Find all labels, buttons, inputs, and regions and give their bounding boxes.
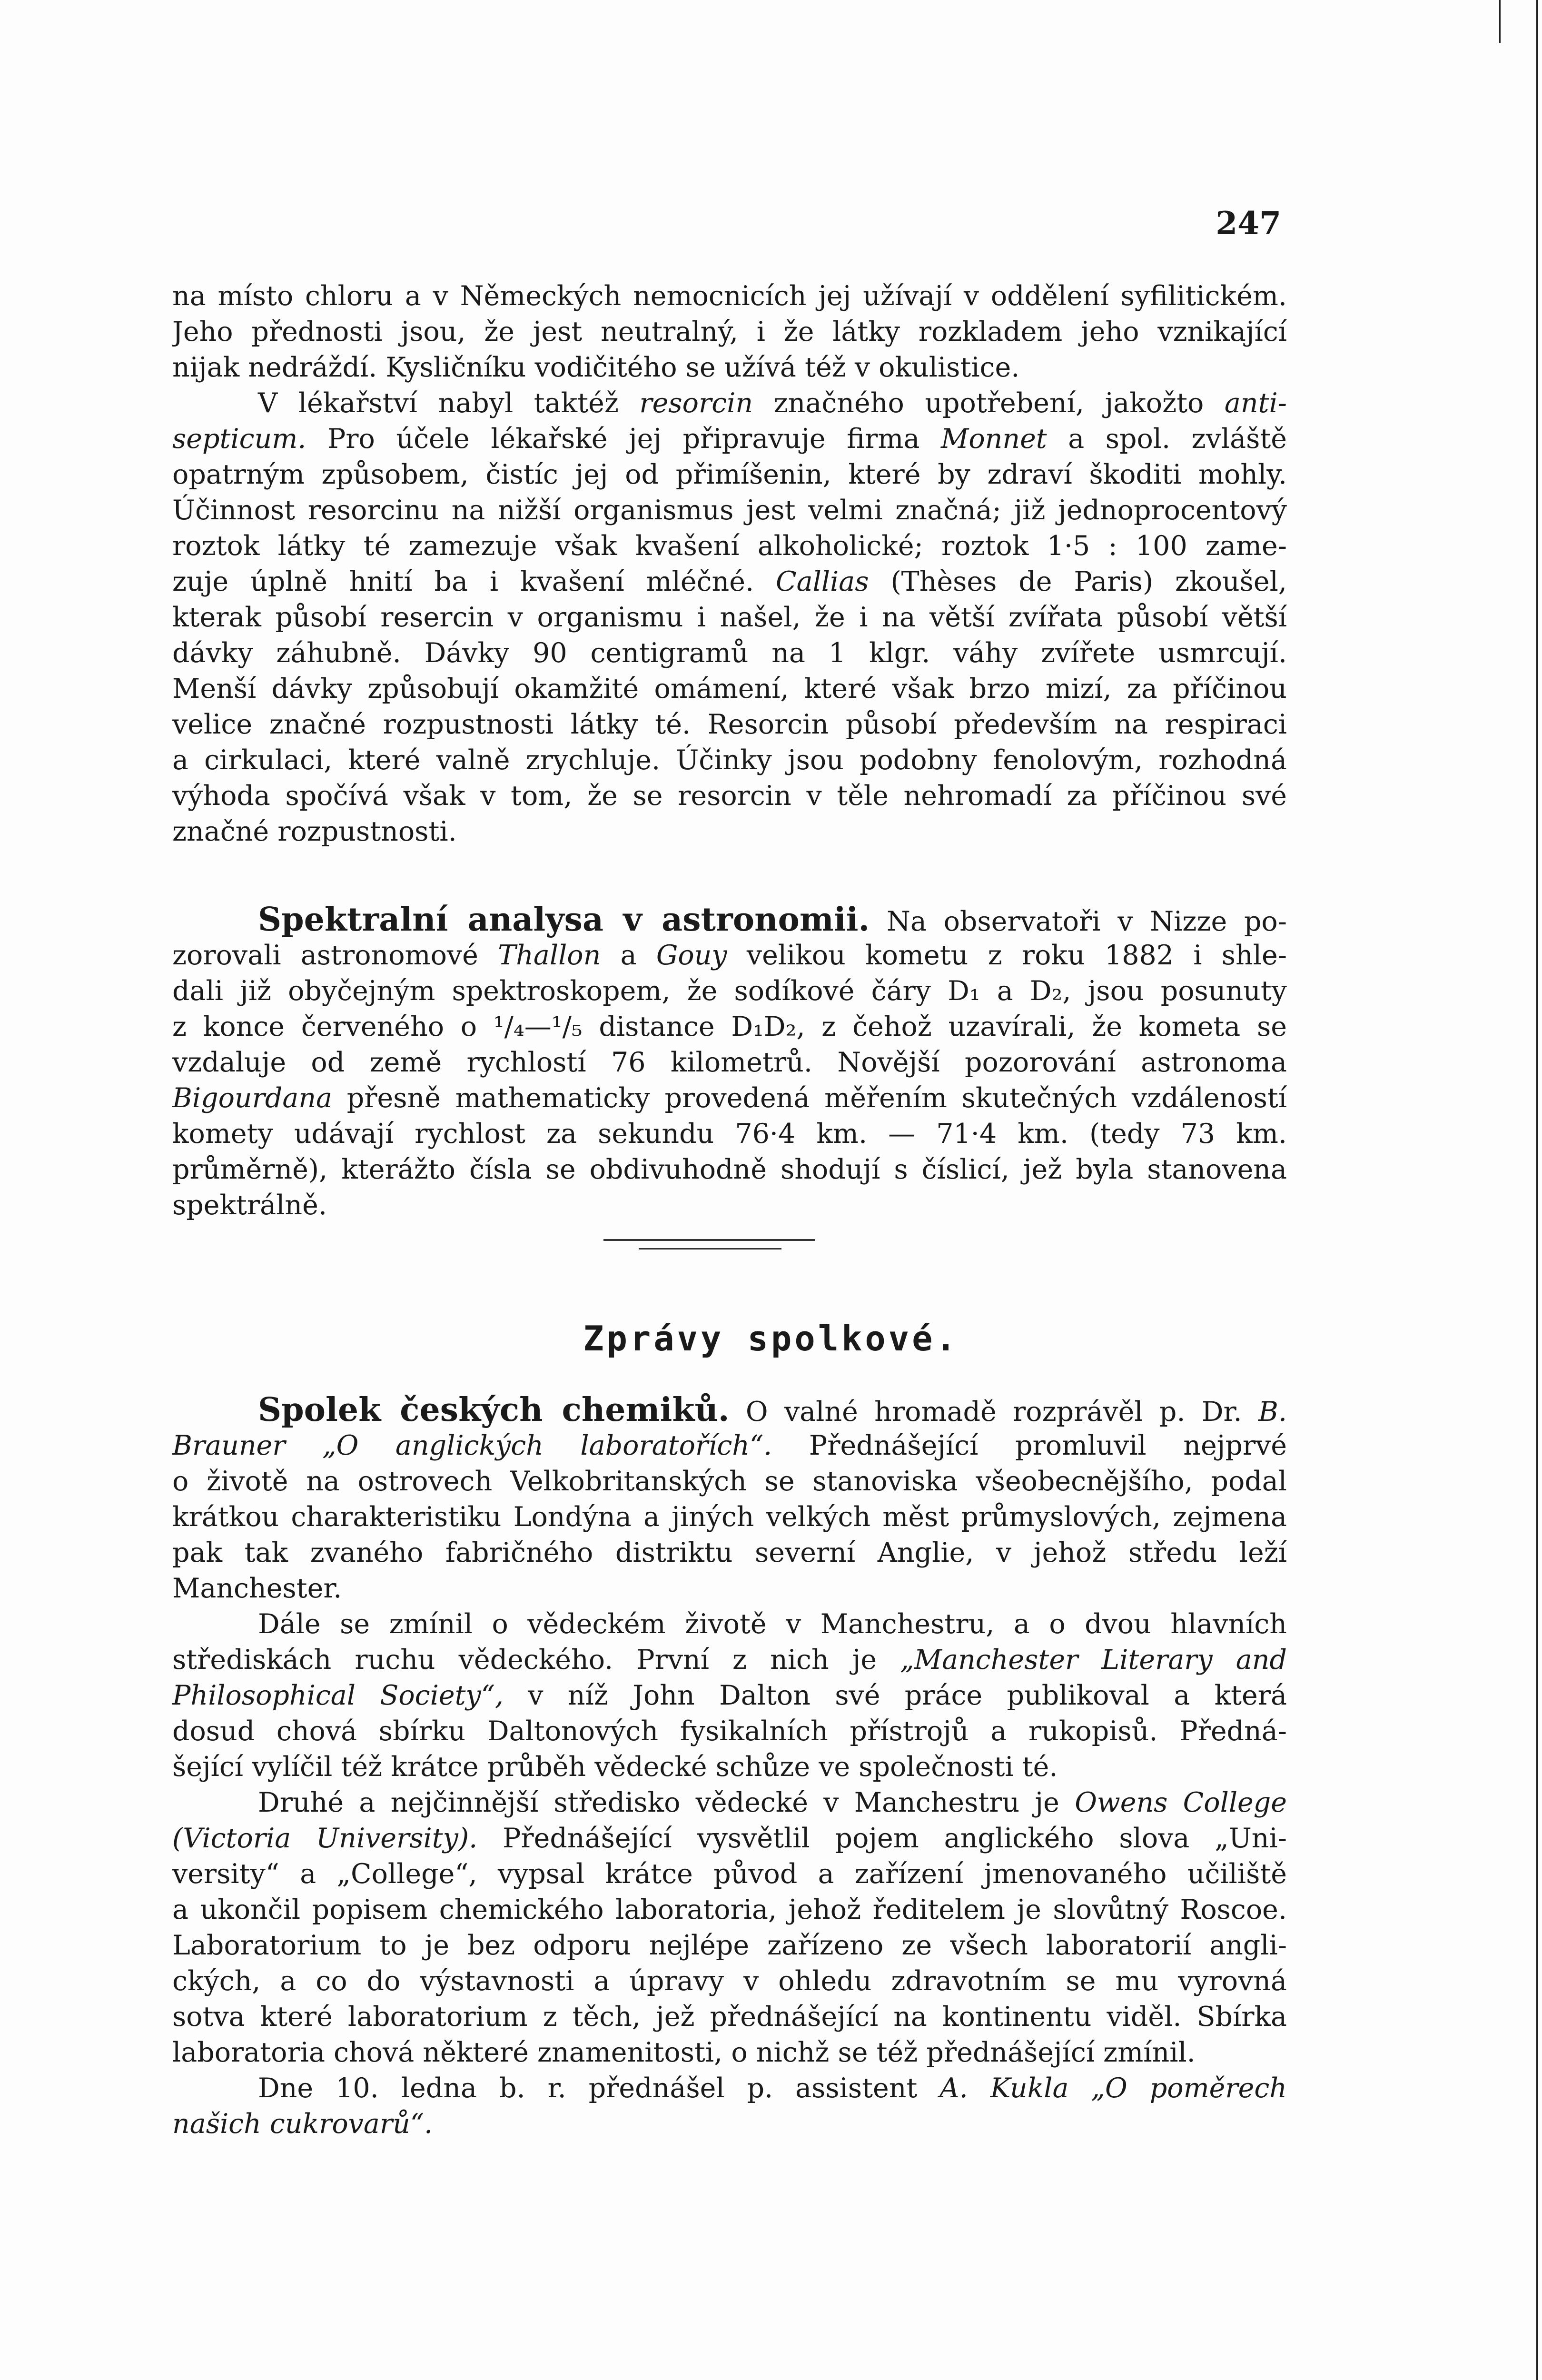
text-line: versity“ a „College“, vypsal krátce původ a zařízení jmenovaného učiliště xyxy=(172,1858,1287,1890)
right-scan-edge xyxy=(1536,0,1538,2380)
text-line: Menší dávky způsobují okamžité omámení, které však brzo mizí, za příčinou xyxy=(172,673,1287,704)
text-line: z konce červeného o ¹/₄—¹/₅ distance D₁D₂, z čehož uzavírali, že kometa se xyxy=(172,1011,1287,1042)
paragraph-society xyxy=(172,1392,1287,1606)
paragraph-dale xyxy=(172,1606,1287,1785)
text-line: kterak působí resercin v organismu i našel, že i na větší zvířata působí větší xyxy=(172,602,1287,633)
text-line: na místo chloru a v Německých nemocnicích jej užívají v oddělení syfilitickém. xyxy=(172,280,1287,312)
text-line: Philosophical Society“, v níž John Dalton své práce publikoval a která xyxy=(172,1680,1287,1711)
text-line: dávky záhubně. Dávky 90 centigramů na 1 klgr. váhy zvířete usmrcují. xyxy=(172,637,1287,669)
text-line: průměrně), kterážto čísla se obdivuhodně shodují s číslicí, jež byla stanovena xyxy=(172,1154,1287,1185)
text-line: V lékařství nabyl taktéž resorcin značného upotřebení, jakožto anti- xyxy=(258,387,1287,419)
text-line: o životě na ostrovech Velkobritanských se stanoviska všeobecnějšího, podal xyxy=(172,1466,1287,1497)
spectral-heading: Spektralní analysa v astronomii. xyxy=(258,902,870,938)
paragraph-dne xyxy=(172,2071,1287,2142)
text-line: spektrálně. xyxy=(172,1190,327,1221)
text-line: roztok látky té zamezuje však kvašení alkoholické; roztok 1·5 : 100 zame- xyxy=(172,530,1287,562)
text-line: Spolek českých chemiků. O valné hromadě rozprávěl p. Dr. B. xyxy=(172,1392,1287,1428)
text-line: značné rozpustnosti. xyxy=(172,816,457,847)
text-line: Laboratorium to je bez odporu nejlépe zařízeno ze všech laboratorií angli- xyxy=(172,1930,1287,1961)
text-line: (Victoria University). Přednášející vysvětlil pojem anglického slova „Uni- xyxy=(172,1823,1287,1854)
text-line: střediskách ruchu vědeckého. První z nich je „Manchester Literary and xyxy=(172,1644,1287,1676)
text-line: výhoda spočívá však v tom, že se resorcin v těle nehromadí za příčinou své xyxy=(172,780,1287,812)
text-line: vzdaluje od země rychlostí 76 kilometrů. Novější pozorování astronoma xyxy=(172,1047,1287,1078)
paragraph-resorcin xyxy=(172,386,1287,850)
text-line: ckých, a co do výstavnosti a úpravy v ohledu zdravotním se mu vyrovná xyxy=(172,1965,1287,1997)
text-line: našich cukrovarů“. xyxy=(172,2108,433,2140)
text-line: krátkou charakteristiku Londýna a jiných velkých měst průmyslových, zejmena xyxy=(172,1501,1287,1533)
text-line: Manchester. xyxy=(172,1573,342,1604)
text-line: sotva které laboratorium z těch, jež přednášející na kontinentu viděl. Sbírka xyxy=(172,2001,1287,2033)
paragraph-druhe xyxy=(172,1785,1287,2071)
text-line: Účinnost resorcinu na nižší organismus jest velmi značná; již jednoprocentový xyxy=(172,495,1287,526)
text-line: Dne 10. ledna b. r. přednášel p. assistent A. Kukla „O poměrech xyxy=(258,2073,1287,2104)
text-line: Bigourdana přesně mathematicky provedená měřením skutečných vzdáleností xyxy=(172,1082,1287,1114)
text-line: komety udávají rychlost za sekundu 76·4 km. — 71·4 km. (tedy 73 km. xyxy=(172,1118,1287,1150)
text-line: laboratoria chová některé znamenitosti, o nichž se též přednášející zmínil. xyxy=(172,2037,1196,2068)
paragraph-spectral xyxy=(172,902,1287,1223)
text-line: nijak nedráždí. Kysličníku vodičitého se užívá též v okulistice. xyxy=(172,352,1020,383)
separator-rule-bottom xyxy=(639,1248,781,1250)
text-line: velice značné rozpustnosti látky té. Resorcin působí především na respiraci xyxy=(172,709,1287,740)
text-line: a ukončil popisem chemického laboratoria, jehož ředitelem je slovůtný Roscoe. xyxy=(172,1894,1287,1925)
page-number: 247 xyxy=(1216,205,1281,242)
separator-rule-top xyxy=(603,1239,815,1241)
text-line: zorovali astronomové Thallon a Gouy velikou kometu z roku 1882 i shle- xyxy=(172,940,1287,971)
text-line: zuje úplně hnití ba i kvašení mléčné. Callias (Thèses de Paris) zkoušel, xyxy=(172,566,1287,597)
text-line: šející vylíčil též krátce průběh vědecké schůze ve společnosti té. xyxy=(172,1751,1058,1783)
text-line: a cirkulaci, které valně zrychluje. Účinky jsou podobny fenolovým, rozhodná xyxy=(172,744,1287,776)
text-line: Brauner „O anglických laboratořích“. Přednášející promluvil nejprvé xyxy=(172,1430,1287,1461)
text-line: Jeho přednosti jsou, že jest neutralný, i že látky rozkladem jeho vznikající xyxy=(172,316,1287,347)
text-line: opatrným způsobem, čistíc jej od přimíšenin, které by zdraví škoditi mohly. xyxy=(172,459,1287,490)
society-heading: Spolek českých chemiků. xyxy=(258,1392,730,1428)
text-line: Druhé a nejčinnější středisko vědecké v Manchestru je Owens College xyxy=(258,1787,1287,1818)
text-line: septicum. Pro účele lékařské jej připravuje firma Monnet a spol. zvláště xyxy=(172,423,1287,455)
section-title: Zprávy spolkové. xyxy=(583,1319,959,1359)
right-scan-edge-inner xyxy=(1499,0,1501,43)
text-line: Spektralní analysa v astronomii. Na observatoři v Nizze po- xyxy=(172,902,1287,938)
paragraph-chlor xyxy=(172,278,1287,386)
text-line: dali již obyčejným spektroskopem, že sodíkové čáry D₁ a D₂, jsou posunuty xyxy=(172,975,1287,1007)
text-line: Dále se zmínil o vědeckém životě v Manchestru, a o dvou hlavních xyxy=(258,1608,1287,1640)
text-line: pak tak zvaného fabričného distriktu severní Anglie, v jehož středu leží xyxy=(172,1537,1287,1568)
text-line: dosud chová sbírku Daltonových fysikalních přístrojů a rukopisů. Předná- xyxy=(172,1716,1287,1747)
